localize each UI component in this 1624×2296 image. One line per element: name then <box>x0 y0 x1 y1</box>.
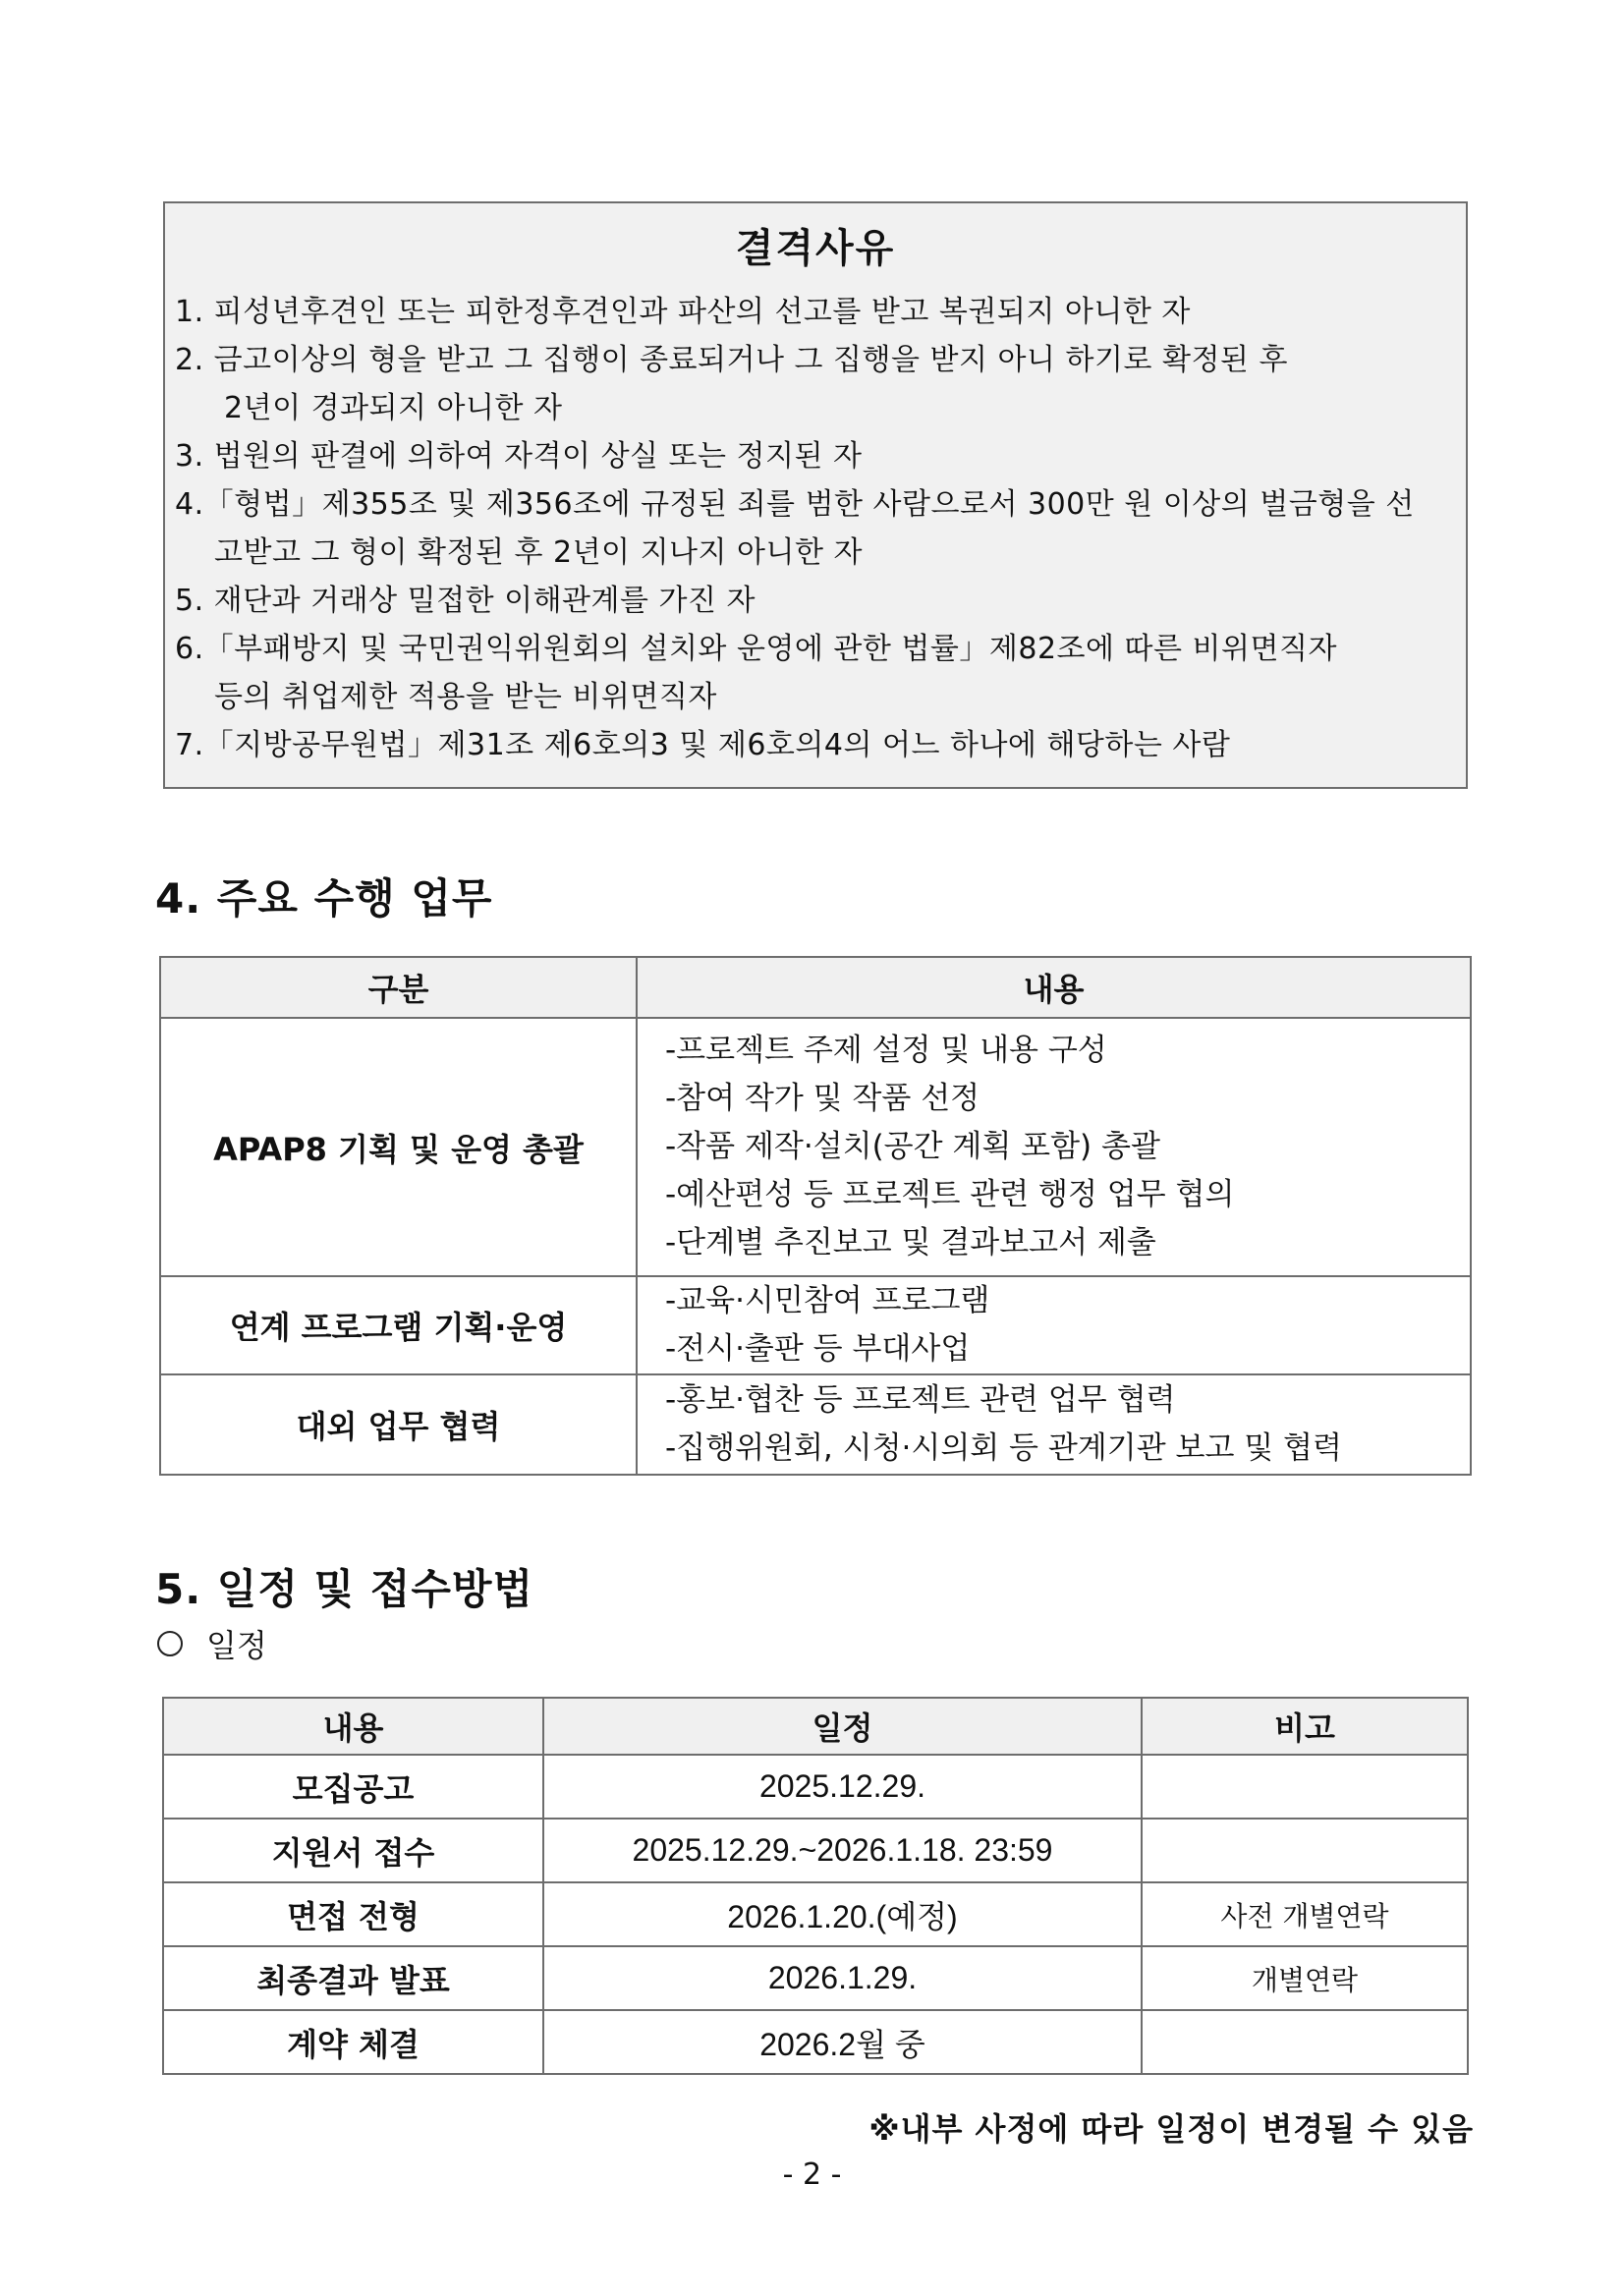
schedule-table <box>162 1697 1469 2075</box>
schedule-item: 지원서 접수 <box>163 1819 543 1882</box>
duties-header-category: 구분 <box>160 957 637 1018</box>
table-row <box>160 1374 1471 1475</box>
table-row <box>163 1946 1468 2010</box>
disqualification-list <box>175 288 1458 769</box>
disqualification-line: 2년이 경과되지 아니한 자 <box>224 391 563 425</box>
duty-category: APAP8 기획 및 운영 총괄 <box>160 1018 637 1276</box>
duty-item: -전시·출판 등 부대사업 <box>665 1331 971 1367</box>
disqualification-title: 결격사유 <box>735 226 896 271</box>
schedule-bullet <box>157 1621 267 1666</box>
disqualification-line: 1. 피성년후견인 또는 피한정후견인과 파산의 선고를 받고 복권되지 아니한 자 <box>175 295 1191 329</box>
schedule-header-row <box>163 1698 1468 1755</box>
schedule-header-date: 일정 <box>543 1698 1142 1755</box>
table-row <box>163 1755 1468 1819</box>
schedule-date: 2026.1.20.(예정) <box>543 1882 1142 1946</box>
table-row <box>160 1276 1471 1374</box>
schedule-item: 최종결과 발표 <box>163 1946 543 2010</box>
schedule-item: 면접 전형 <box>163 1882 543 1946</box>
schedule-note <box>1142 2010 1468 2074</box>
duty-items <box>637 1374 1471 1475</box>
page-number: - 2 - <box>782 2157 842 2192</box>
schedule-header-note: 비고 <box>1142 1698 1468 1755</box>
duty-item: -교육·시민참여 프로그램 <box>665 1283 990 1318</box>
circle-bullet-icon <box>157 1631 183 1656</box>
duty-item: -단계별 추진보고 및 결과보고서 제출 <box>665 1225 1156 1260</box>
disqualification-line: 4.「형법」제355조 및 제356조에 규정된 죄를 범한 사람으로서 300만 원 이상의 벌금형을 선 <box>175 487 1415 522</box>
schedule-date: 2026.1.29. <box>543 1946 1142 2010</box>
schedule-note: 개별연락 <box>1142 1946 1468 2010</box>
duty-item: -참여 작가 및 작품 선정 <box>665 1081 980 1116</box>
schedule-note <box>1142 1755 1468 1819</box>
schedule-header-item: 내용 <box>163 1698 543 1755</box>
duty-item: -작품 제작·설치(공간 계획 포함) 총괄 <box>665 1129 1160 1164</box>
table-row <box>160 1018 1471 1276</box>
schedule-bullet-label: 일정 <box>206 1627 267 1664</box>
duty-item: -프로젝트 주제 설정 및 내용 구성 <box>665 1033 1107 1068</box>
disqualification-line: 고받고 그 형이 확정된 후 2년이 지나지 아니한 자 <box>214 535 863 570</box>
disqualification-line: 7.「지방공무원법」제31조 제6호의3 및 제6호의4의 어느 하나에 해당하는 사람 <box>175 728 1231 762</box>
section5-title: 5. 일정 및 접수방법 <box>155 1565 534 1613</box>
disqualification-line: 등의 취업제한 적용을 받는 비위면직자 <box>214 680 717 714</box>
schedule-item: 모집공고 <box>163 1755 543 1819</box>
disqualification-box <box>163 201 1468 789</box>
duties-table <box>159 956 1472 1476</box>
table-row <box>163 2010 1468 2074</box>
schedule-date: 2025.12.29. <box>543 1755 1142 1819</box>
duties-header-row <box>160 957 1471 1018</box>
disqualification-line: 2. 금고이상의 형을 받고 그 집행이 종료되거나 그 집행을 받지 아니 하기로 확정된 후 <box>175 343 1288 377</box>
schedule-date: 2026.2월 중 <box>543 2010 1142 2074</box>
duties-header-content: 내용 <box>637 957 1471 1018</box>
duty-items <box>637 1018 1471 1276</box>
duty-items <box>637 1276 1471 1374</box>
duty-category: 대외 업무 협력 <box>160 1374 637 1475</box>
duty-item: -집행위원회, 시청·시의회 등 관계기관 보고 및 협력 <box>665 1430 1342 1466</box>
section4-title: 4. 주요 수행 업무 <box>155 874 493 923</box>
schedule-date: 2025.12.29.~2026.1.18. 23:59 <box>543 1819 1142 1882</box>
table-row <box>163 1819 1468 1882</box>
schedule-footnote: ※내부 사정에 따라 일정이 변경될 수 있음 <box>868 2110 1474 2148</box>
schedule-note: 사전 개별연락 <box>1142 1882 1468 1946</box>
disqualification-line: 5. 재단과 거래상 밀접한 이해관계를 가진 자 <box>175 584 756 618</box>
disqualification-line: 3. 법원의 판결에 의하여 자격이 상실 또는 정지된 자 <box>175 439 863 474</box>
schedule-item: 계약 체결 <box>163 2010 543 2074</box>
schedule-note <box>1142 1819 1468 1882</box>
duty-item: -예산편성 등 프로젝트 관련 행정 업무 협의 <box>665 1177 1235 1212</box>
duty-category: 연계 프로그램 기획·운영 <box>160 1276 637 1374</box>
table-row <box>163 1882 1468 1946</box>
disqualification-line: 6.「부패방지 및 국민권익위원회의 설치와 운영에 관한 법률」제82조에 따른 비위면직자 <box>175 632 1337 666</box>
duty-item: -홍보·협찬 등 프로젝트 관련 업무 협력 <box>665 1382 1176 1418</box>
